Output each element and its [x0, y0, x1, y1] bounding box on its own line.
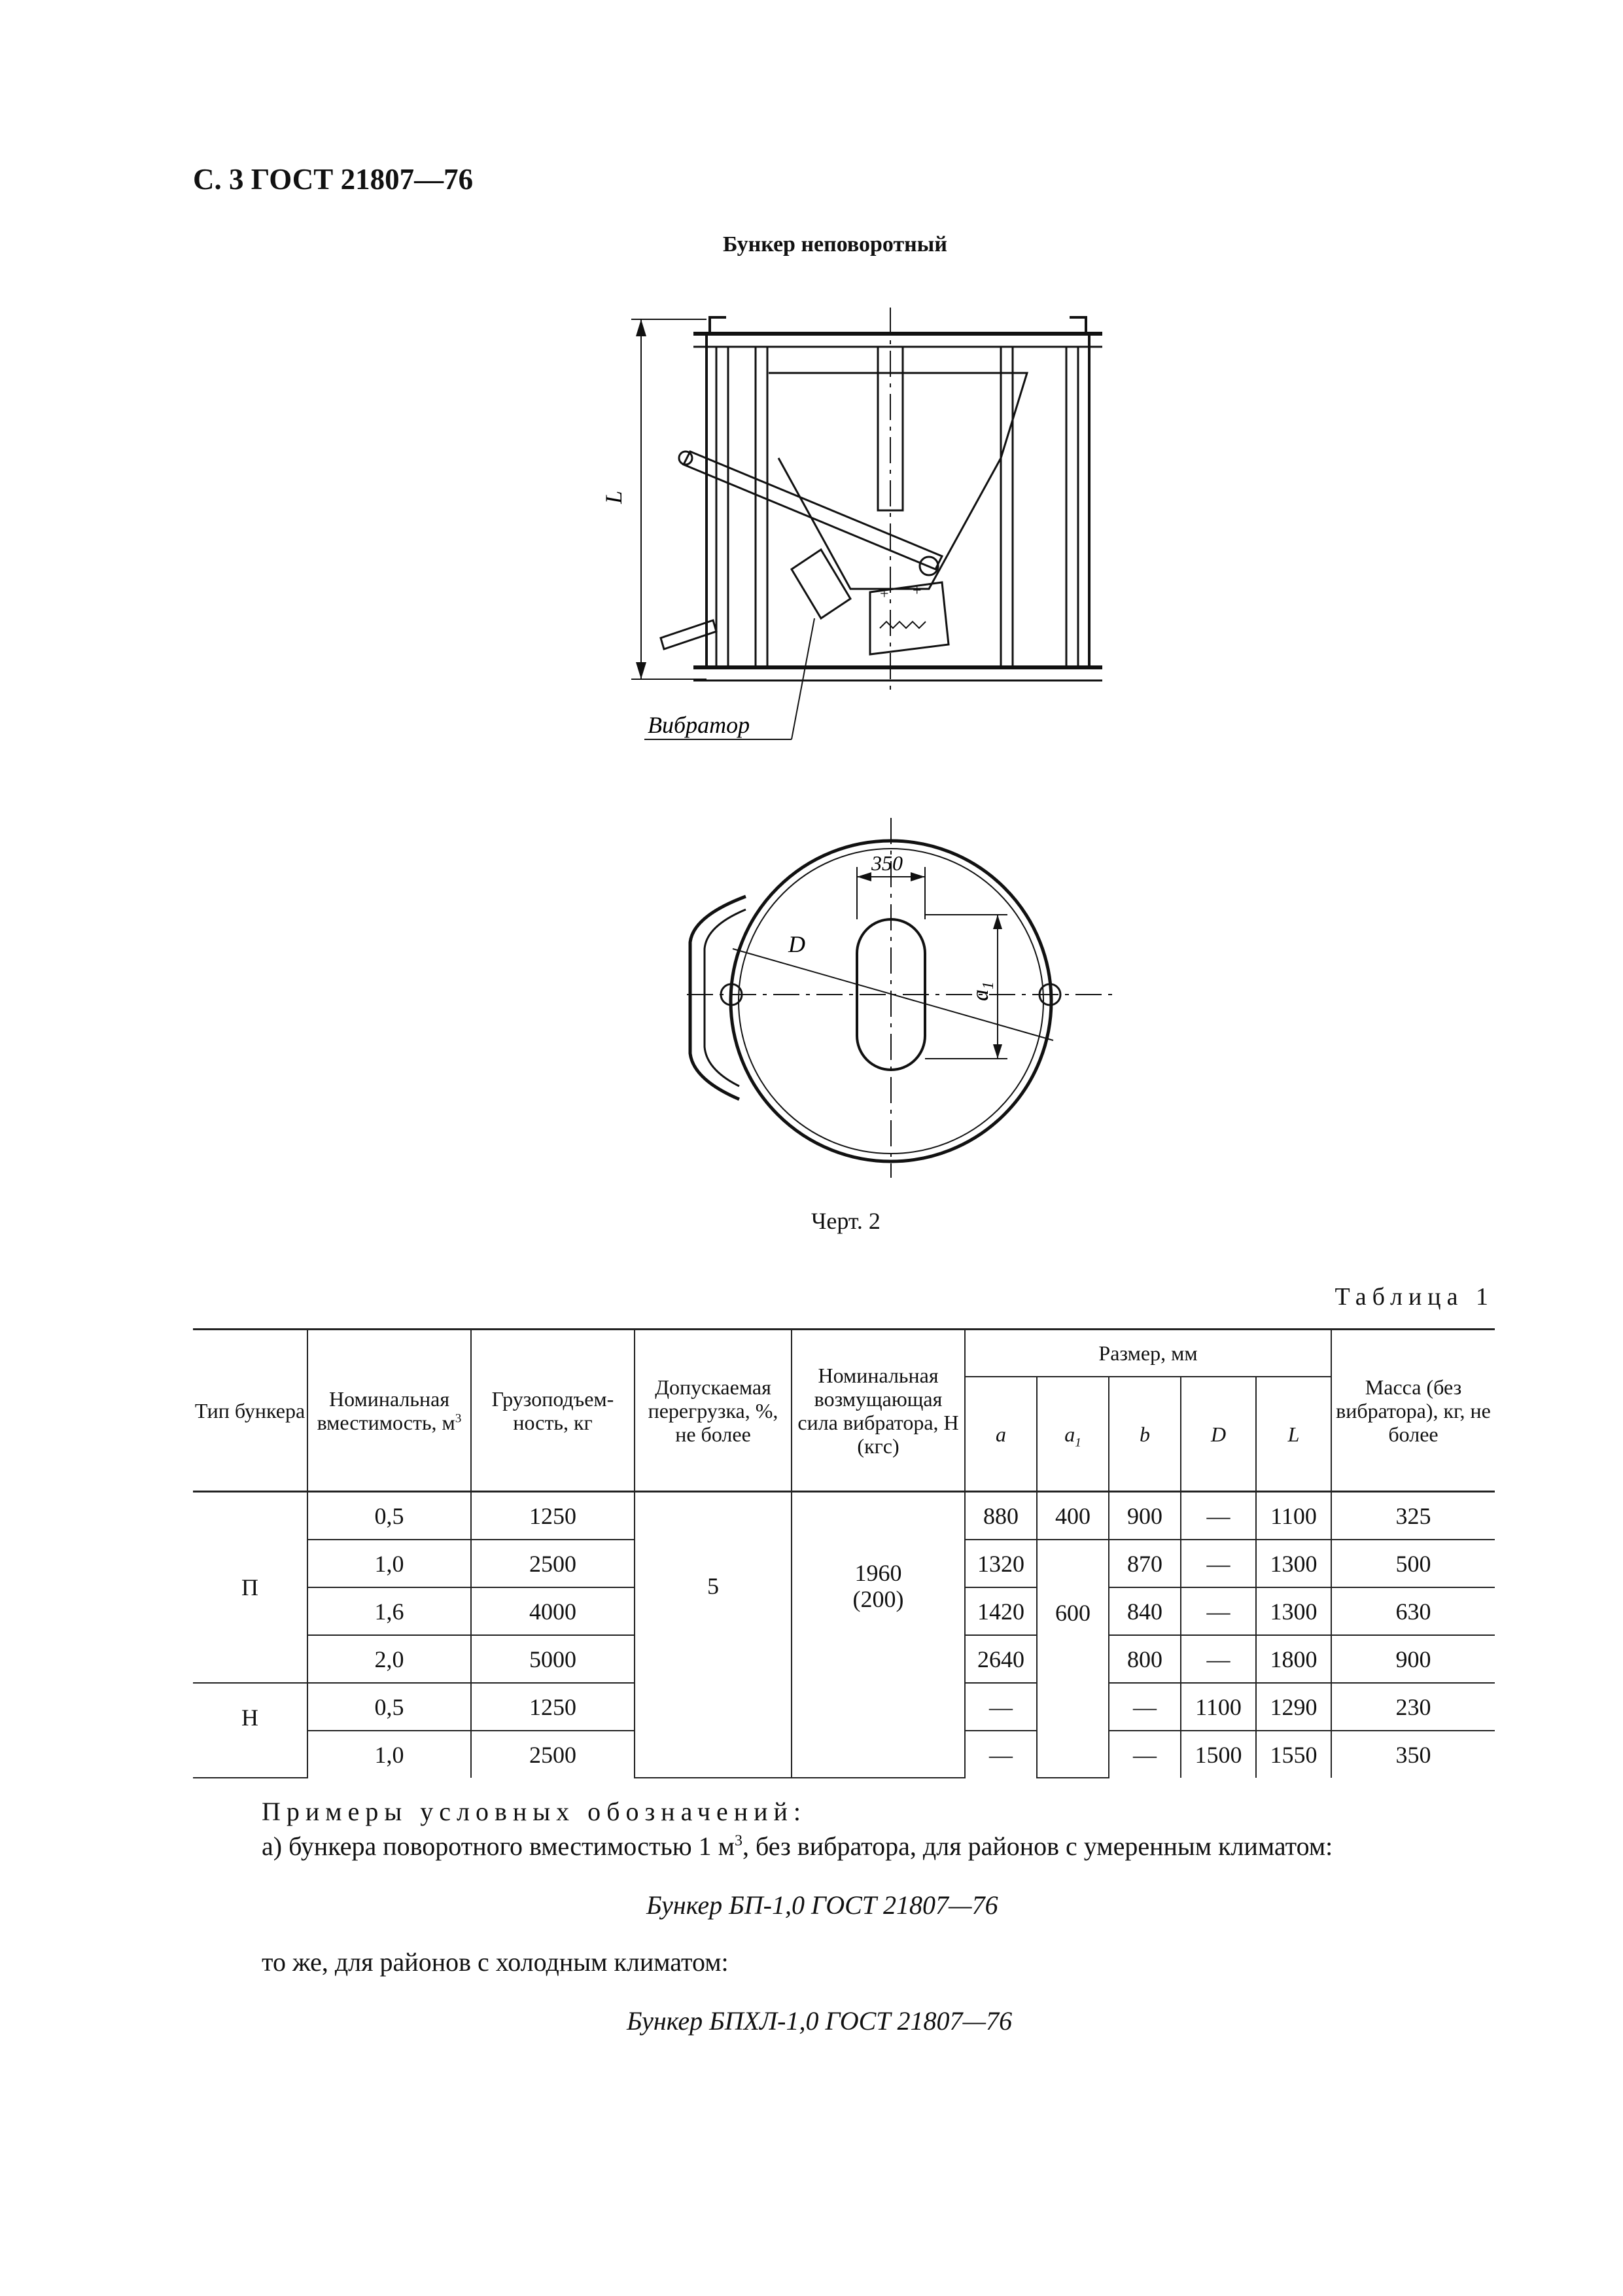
svg-text:+: +: [880, 586, 889, 603]
header-D: D: [1181, 1377, 1256, 1492]
cell-b: —: [1109, 1683, 1181, 1731]
page-header: С. 3 ГОСТ 21807—76: [193, 163, 474, 196]
cell-capacity: 2,0: [307, 1635, 471, 1683]
dim-L-label: L: [601, 490, 627, 504]
cell-a: —: [965, 1731, 1037, 1778]
cell-L: 1300: [1256, 1540, 1331, 1587]
vibrator-label: Вибратор: [648, 712, 750, 738]
cell-capacity: 1,0: [307, 1540, 471, 1587]
cell-capacity: 1,6: [307, 1587, 471, 1635]
cell-a: 1320: [965, 1540, 1037, 1587]
header-size-group: Размер, мм: [965, 1330, 1331, 1377]
cell-a: 2640: [965, 1635, 1037, 1683]
cell-load: 5000: [471, 1635, 635, 1683]
cell-mass: 325: [1331, 1492, 1495, 1540]
dim-D-label: D: [788, 931, 805, 957]
cell-type-p: П: [193, 1492, 307, 1684]
header-force: Номинальная возмущающая сила вибратора, Н (кгс): [792, 1330, 965, 1492]
examples-heading: Примеры условных обозначений:: [262, 1797, 807, 1826]
header-b: b: [1109, 1377, 1181, 1492]
example-b-code: Бункер БПХЛ-1,0 ГОСТ 21807—76: [627, 2006, 1013, 2036]
cell-capacity: 0,5: [307, 1492, 471, 1540]
technical-drawing: [576, 288, 1164, 1256]
cell-a1-merged: 600: [1037, 1540, 1109, 1778]
cell-L: 1290: [1256, 1683, 1331, 1731]
table-row: [193, 1492, 1495, 1540]
header-type: Тип бункера: [193, 1330, 307, 1492]
cell-L: 1800: [1256, 1635, 1331, 1683]
dim-a1-label: [967, 981, 997, 1001]
svg-text:a1: $a_1$: [967, 981, 997, 1001]
cell-mass: 350: [1331, 1731, 1495, 1778]
table-label: Таблица 1: [1335, 1283, 1494, 1311]
example-b-text: то же, для районов с холодным климатом:: [262, 1947, 729, 1977]
header-mass: Масса (без вибратора), кг, не более: [1331, 1330, 1495, 1492]
header-load: Грузоподъем-ность, кг: [471, 1330, 635, 1492]
header-overload: Допускаемая перегрузка, %, не более: [635, 1330, 792, 1492]
cell-b: 800: [1109, 1635, 1181, 1683]
header-a1: $a_1$: [1037, 1377, 1109, 1492]
header-L: L: [1256, 1377, 1331, 1492]
dim-350-label: 350: [871, 851, 903, 875]
cell-mass: 900: [1331, 1635, 1495, 1683]
cell-load: 1250: [471, 1683, 635, 1731]
figure-caption: Черт. 2: [811, 1208, 881, 1234]
cell-type-n: Н: [193, 1683, 307, 1778]
cell-load: 4000: [471, 1587, 635, 1635]
example-a-code: Бункер БП-1,0 ГОСТ 21807—76: [646, 1890, 998, 1920]
cell-b: 900: [1109, 1492, 1181, 1540]
cell-D: 1100: [1181, 1683, 1256, 1731]
svg-text:+: +: [913, 582, 922, 599]
cell-load: 1250: [471, 1492, 635, 1540]
cell-b: 840: [1109, 1587, 1181, 1635]
cell-a: —: [965, 1683, 1037, 1731]
cell-L: 1300: [1256, 1587, 1331, 1635]
cell-capacity: 0,5: [307, 1683, 471, 1731]
cell-a: 880: [965, 1492, 1037, 1540]
frame-outline: [707, 334, 1089, 667]
cell-force: 1960 (200): [792, 1492, 965, 1778]
cell-a: 1420: [965, 1587, 1037, 1635]
cell-a1: 400: [1037, 1492, 1109, 1540]
cell-load: 2500: [471, 1540, 635, 1587]
cell-mass: 630: [1331, 1587, 1495, 1635]
cell-D: —: [1181, 1492, 1256, 1540]
cell-D: 1500: [1181, 1731, 1256, 1778]
cell-D: —: [1181, 1540, 1256, 1587]
header-capacity: Номинальная вместимость, $м^3$: [307, 1330, 471, 1492]
cell-overload: 5: [635, 1492, 792, 1778]
cell-b: 870: [1109, 1540, 1181, 1587]
bunker-table: [193, 1328, 1495, 1778]
cell-L: 1100: [1256, 1492, 1331, 1540]
header-a: a: [965, 1377, 1037, 1492]
cell-D: —: [1181, 1587, 1256, 1635]
cell-b: —: [1109, 1731, 1181, 1778]
example-a-text: а) бункера поворотного вместимостью 1 $м^3$, без вибратора, для районов с умеренным климатом:: [262, 1831, 1333, 1861]
cell-L: 1550: [1256, 1731, 1331, 1778]
cell-mass: 230: [1331, 1683, 1495, 1731]
cell-capacity: 1,0: [307, 1731, 471, 1778]
cell-load: 2500: [471, 1731, 635, 1778]
figure-title: Бункер неповоротный: [723, 232, 947, 256]
cell-D: —: [1181, 1635, 1256, 1683]
cell-mass: 500: [1331, 1540, 1495, 1587]
